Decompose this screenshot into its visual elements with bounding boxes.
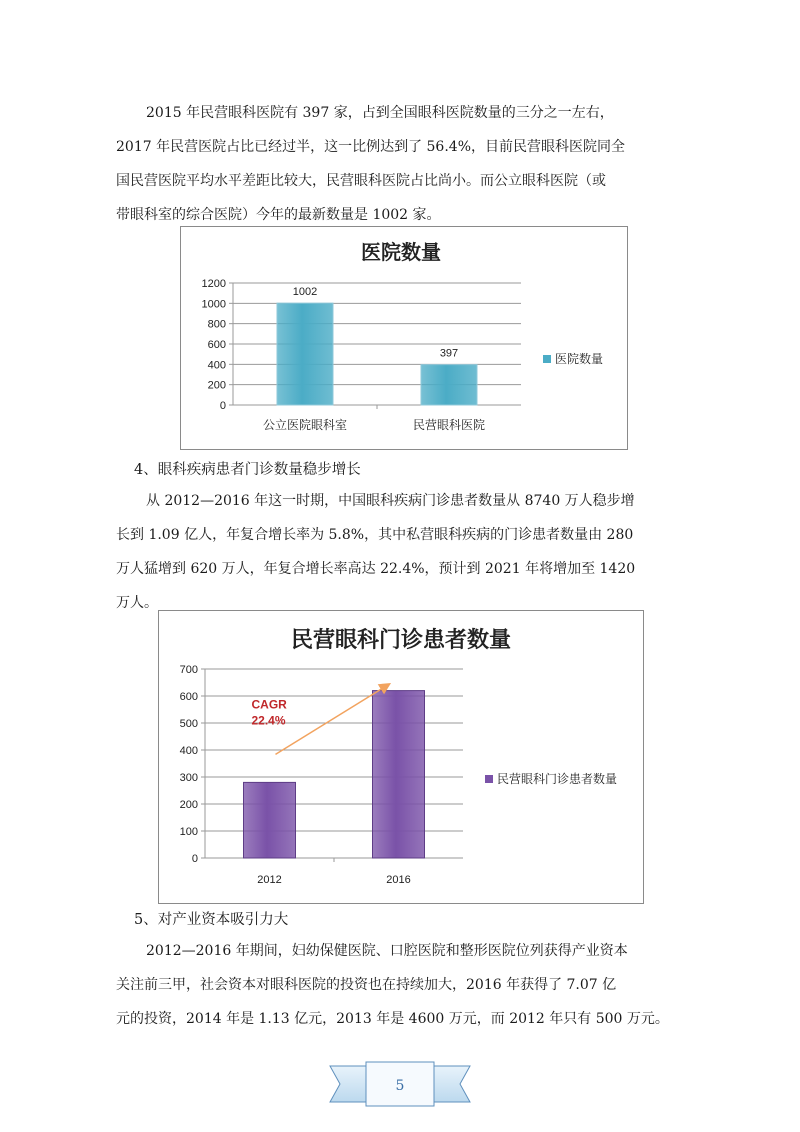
- text-line: 长到 1.09 亿人，年复合增长率为 5.8%，其中私营眼科疾病的门诊患者数量由 280: [116, 527, 634, 543]
- page-number: 5: [395, 1078, 405, 1094]
- bar: [421, 365, 477, 405]
- y-tick-label: 400: [179, 745, 198, 757]
- y-tick-label: 100: [179, 826, 198, 838]
- y-tick-label: 300: [179, 772, 198, 784]
- bar: [277, 303, 333, 405]
- y-tick-label: 400: [207, 359, 226, 372]
- page-footer: [0, 1058, 800, 1118]
- cagr-label: CAGR: [251, 697, 287, 712]
- y-tick-label: 0: [219, 400, 226, 412]
- text-line: 2012—2016 年期间，妇幼保健医院、口腔医院和整形医院位列获得产业资本: [146, 943, 628, 959]
- legend-label: 医院数量: [555, 352, 604, 366]
- x-tick-label: 2016: [386, 874, 411, 886]
- bar: [244, 782, 296, 858]
- chart-title: 医院数量: [361, 242, 441, 264]
- text-line: 万人猛增到 620 万人，年复合增长率高达 22.4%，预计到 2021 年将增加至 1420: [116, 561, 636, 577]
- private-outpatient-chart: [158, 610, 644, 904]
- bar: [373, 691, 425, 858]
- y-tick-label: 1000: [201, 298, 226, 311]
- hospital-count-chart-svg: [181, 227, 627, 449]
- y-tick-label: 500: [179, 718, 198, 730]
- y-tick-label: 0: [191, 853, 198, 865]
- data-label: 1002: [292, 286, 318, 299]
- cagr-value: 22.4%: [251, 713, 286, 728]
- paragraph-hospital-count: [116, 96, 688, 232]
- y-tick-label: 600: [207, 339, 226, 351]
- legend-swatch: [543, 355, 551, 363]
- text-line: 2017 年民营医院占比已经过半，这一比例达到了 56.4%，目前民营眼科医院同全: [116, 139, 626, 155]
- y-tick-label: 200: [207, 379, 226, 392]
- data-label: 397: [439, 347, 459, 360]
- y-tick-label: 700: [179, 664, 198, 676]
- paragraph-outpatient-growth: [116, 484, 688, 620]
- chart-title: 民营眼科门诊患者数量: [290, 627, 512, 652]
- text-line: 2015 年民营眼科医院有 397 家，占到全国眼科医院数量的三分之一左右，: [146, 105, 614, 121]
- y-tick-label: 1200: [201, 278, 226, 290]
- text-line: 关注前三甲，社会资本对眼科医院的投资也在持续加大，2016 年获得了 7.07 亿: [116, 977, 617, 993]
- section-heading-4: 4、眼科疾病患者门诊数量稳步增长: [134, 462, 361, 478]
- x-tick-label: 民营眼科医院: [412, 418, 486, 432]
- legend-label: 民营眼科门诊患者数量: [497, 772, 618, 786]
- private-outpatient-chart-svg: [159, 611, 643, 903]
- cagr-arrow: [276, 685, 389, 755]
- x-tick-label: 2012: [257, 874, 282, 886]
- x-tick-label: 公立医院眼科室: [262, 418, 348, 432]
- text-line: 从 2012—2016 年这一时期，中国眼科疾病门诊患者数量从 8740 万人稳步增: [146, 493, 635, 509]
- legend-swatch: [485, 775, 493, 783]
- y-tick-label: 800: [207, 318, 226, 331]
- paragraph-capital-investment: [116, 934, 688, 1036]
- y-tick-label: 600: [179, 691, 198, 703]
- section-heading-5: 5、对产业资本吸引力大: [134, 912, 289, 928]
- text-line: 万人。: [116, 595, 158, 611]
- hospital-count-chart: [180, 226, 628, 450]
- y-tick-label: 200: [179, 799, 198, 811]
- text-line: 元的投资，2014 年是 1.13 亿元，2013 年是 4600 万元，而 2012 年只有 500 万元。: [116, 1011, 669, 1027]
- text-line: 带眼科室的综合医院）今年的最新数量是 1002 家。: [116, 207, 441, 223]
- text-line: 国民营医院平均水平差距比较大，民营眼科医院占比尚小。而公立眼科医院（或: [116, 173, 606, 189]
